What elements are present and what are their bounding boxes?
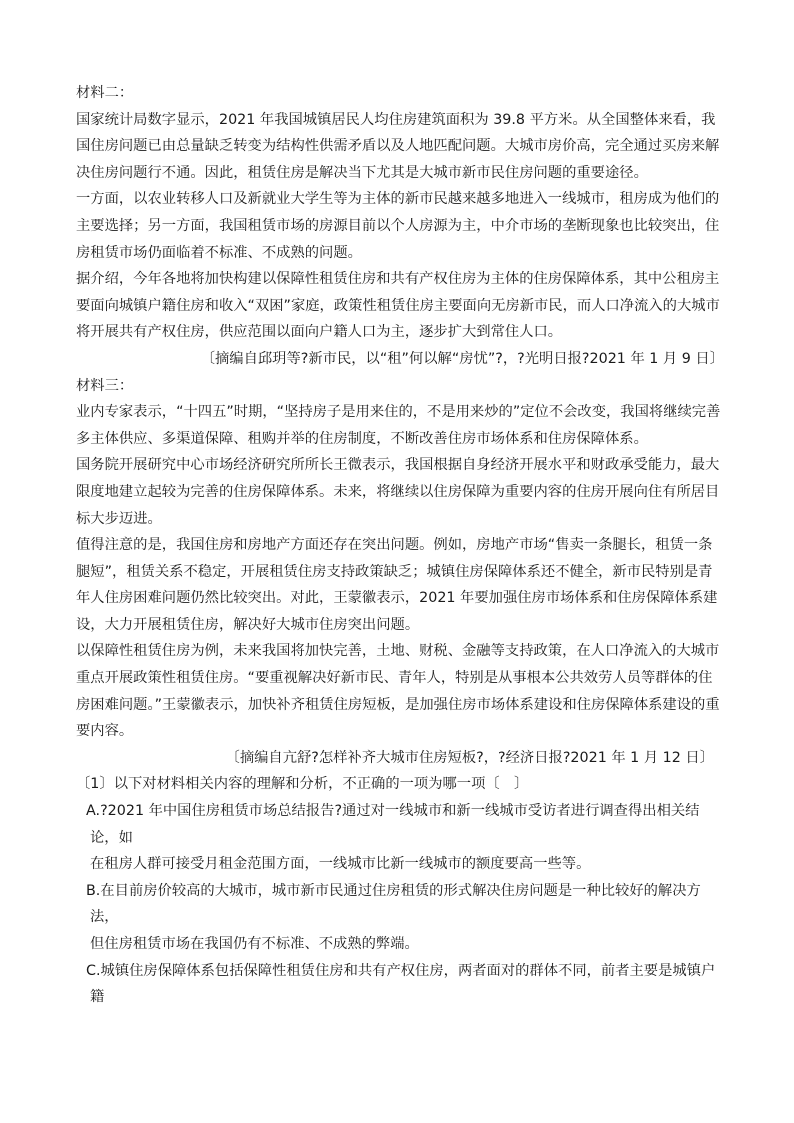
- material3-paragraph: 以保障性租赁住房为例，未来我国将加快完善，土地、财税、金融等支持政策，在人口净流入的大城市重点开展政策性租赁住房。“要重视解决好新市民、青年人，特别是从事根本公共效劳人员等群体的住房困难问题。”王蒙徽表示，加快补齐租赁住房短板，是加强住房市场体系建设和住房保障体系建设的重要内容。: [76, 643, 720, 740]
- question-stem: 〔1〕以下对材料相关内容的理解和分析，不正确的一项为哪一项〔 〕: [76, 776, 529, 793]
- material2-paragraph: 一方面，以农业转移人口及新就业大学生等为主体的新市民越来越多地进入一线城市，租房成为他们的主要选择；另一方面，我国租赁市场的房源目前以个人房源为主，中介市场的垄断现象也比较突出，住房租赁市场仍面临着不标准、不成熟的问题。: [76, 191, 720, 261]
- material3-paragraph: 值得注意的是，我国住房和房地产方面还存在突出问题。例如，房地产市场“售卖一条腿长，租赁一条腿短”，租赁关系不稳定，开展租赁住房支持政策缺乏；城镇住房保障体系还不健全，新市民特别是青年人住房困难问题仍然比较突出。对此，王蒙徽表示，2021 年要加强住房市场体系和住房保障体系建设，大力开展租赁住房，解决好大城市住房突出问题。: [76, 537, 718, 633]
- option-a-line2: 在租房人群可接受月租金范围方面，一线城市比新一线城市的额度要高一些等。: [90, 856, 591, 873]
- material3-source: 〔摘编自亢舒?怎样补齐大城市住房短板?，?经济日报?2021 年 1 月 12 日〕: [225, 749, 714, 766]
- option-a-line1: A.?2021 年中国住房租赁市场总结报告?通过对一线城市和新一线城市受访者进行调查得出相关结论，如: [86, 803, 700, 846]
- material3-heading: 材料三：: [76, 377, 134, 394]
- option-c: [76, 958, 724, 1011]
- material2-paragraph: 国家统计局数字显示，2021 年我国城镇居民人均住房建筑面积为 39.8 平方米。从全国整体来看，我国住房问题已由总量缺乏转变为结构性供需矛盾以及人地匹配问题。大城市房价高，完全通过买房来解决住房问题行不通。因此，租赁住房是解决当下尤其是大城市新市民住房问题的重要途径。: [76, 111, 720, 181]
- material2-heading: 材料二：: [76, 85, 134, 101]
- option-b: [76, 878, 724, 958]
- option-b-line1: B.在目前房价较高的大城市，城市新市民通过住房租赁的形式解决住房问题是一种比较好的解决方法，: [86, 882, 701, 926]
- material2-source: 〔摘编自邱玥等?新市民，以“租”何以解“房忧”?，?光明日报?2021 年 1 月 9 日〕: [200, 350, 724, 367]
- option-b-line2: 但住房租赁市场在我国仍有不标准、不成熟的弊端。: [90, 936, 419, 952]
- material3-paragraph: 业内专家表示，“十四五”时期，“坚持房子是用来住的，不是用来炒的”定位不会改变，我国将继续完善多主体供应、多渠道保障、租购并举的住房制度，不断改善住房市场体系和住房保障体系。: [76, 404, 721, 447]
- option-a: [76, 798, 724, 878]
- document-body: [76, 80, 724, 1011]
- option-c-line1: C.城镇住房保障体系包括保障性租赁住房和共有产权住房，两者面对的群体不同，前者主要是城镇户籍: [86, 962, 716, 1006]
- material3-paragraph: 国务院开展研究中心市场经济研究所所长王微表示，我国根据自身经济开展水平和财政承受能力，最大限度地建立起较为完善的住房保障体系。未来，将继续以住房保障为重要内容的住房开展向住有所居目标大步迈进。: [76, 457, 720, 527]
- material2-paragraph: 据介绍，今年各地将加快构建以保障性租赁住房和共有产权住房为主体的住房保障体系，其中公租房主要面向城镇户籍住房和收入“双困”家庭，政策性租赁住房主要面向无房新市民，而人口净流入的大城市将开展共有产权住房，供应范围以面向户籍人口为主，逐步扩大到常住人口。: [76, 271, 720, 341]
